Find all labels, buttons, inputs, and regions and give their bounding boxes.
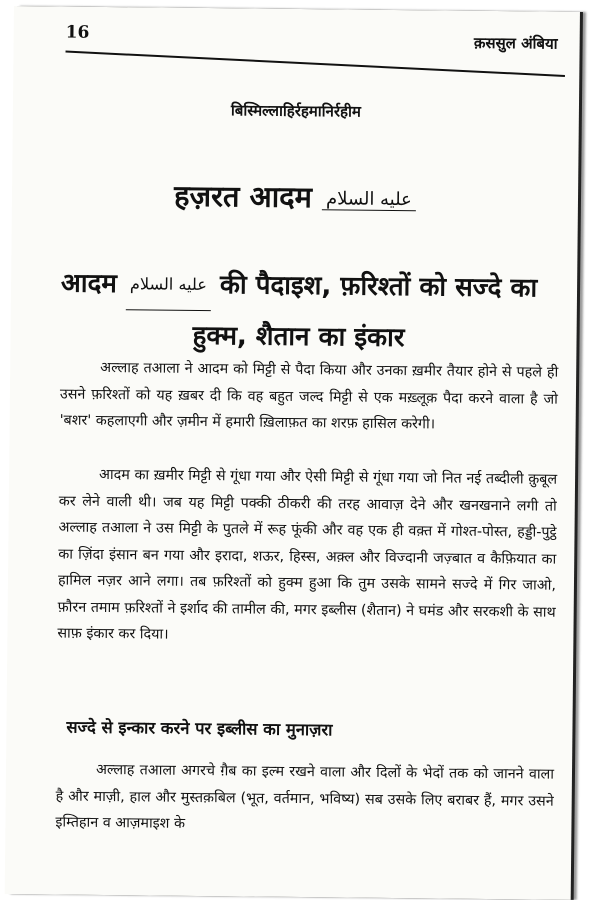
bismillah: बिस्मिल्लाहिर्रहमानिर्रहीम — [230, 101, 361, 121]
page-number: 16 — [65, 22, 90, 43]
paragraph — [60, 355, 559, 440]
section-title-part2: की पैदाइश, फ़रिश्तों को सज्दे का हुक्म, शैतान का इंकार — [192, 270, 538, 354]
book-page — [5, 6, 580, 900]
paragraph — [57, 461, 557, 652]
paragraph-text: अल्लाह तआला ने आदम को मिट्टी से पैदा किया और उनका ख़मीर तैयार होने से पहले ही उसने फ़रिश्तों को यह ख़बर दी कि वह बहुत जल्द मिट्टी से एक मख़्लूक़ पैदा करने वाला है जो 'बशर' कहलाएगी और ज़मीन में हमारी ख़िलाफ़त का शरफ़ हासिल करेगी। — [59, 359, 559, 433]
section-title — [40, 258, 557, 364]
chapter-title-text: हज़रत आदम — [173, 178, 313, 215]
running-head: क़ससुल अंबिया — [473, 33, 558, 53]
header-rule — [65, 51, 565, 77]
honorific-calligraphy: عليه السلام — [126, 259, 211, 311]
honorific-calligraphy: عليه السلام — [322, 188, 416, 211]
page-header — [13, 6, 579, 62]
subsection-heading: सज्दे से इन्कार करने पर इब्लीस का मुनाज़रा — [66, 717, 333, 740]
paragraph — [55, 756, 554, 841]
paragraph-text: आदम का ख़मीर मिट्टी से गूंधा गया और ऐसी मिट्टी से गूंधा गया जो नित नई तब्दीली क़ुबूल कर लेने वाली थी। जब यह मिट्टी पक्की ठीकरी की तरह आवाज़ देने और खनखनाने लगी तो अल्लाह तआला ने उस मिट्टी के पुतले में रूह फूंकी और वह एक ही वक़्त में गोश्त-पोस्त, हड्डी-पुट्ठे का ज़िंदा इंसान बन गया और इरादा, शऊर, हिस्स, अक़्ल और विज्दानी जज़्बात व कैफ़ियात का हामिल नज़र आने लगा। तब फ़रिश्तों को हुक्म हुआ कि तुम उसके सामने सज्दे में गिर जाओ, फ़ौरन तमाम फ़रिश्तों ने इर्शाद की तामील की, मगर इब्लीस (शैतान) ने घमंड और सरकशी के साथ साफ़ इंकार कर दिया। — [57, 466, 558, 643]
paragraph-text: अल्लाह तआला अगरचे ग़ैब का इल्म रखने वाला और दिलों के भेदों तक को जानने वाला है और माज़ी, हाल और मुस्तक़बिल (भूत, वर्तमान, भविष्य) सब उसके लिए बराबर हैं, मगर उसने इम्तिहान व आज़माइश के — [55, 761, 555, 832]
section-title-part1: आदम — [60, 268, 118, 300]
chapter-title — [12, 174, 578, 219]
